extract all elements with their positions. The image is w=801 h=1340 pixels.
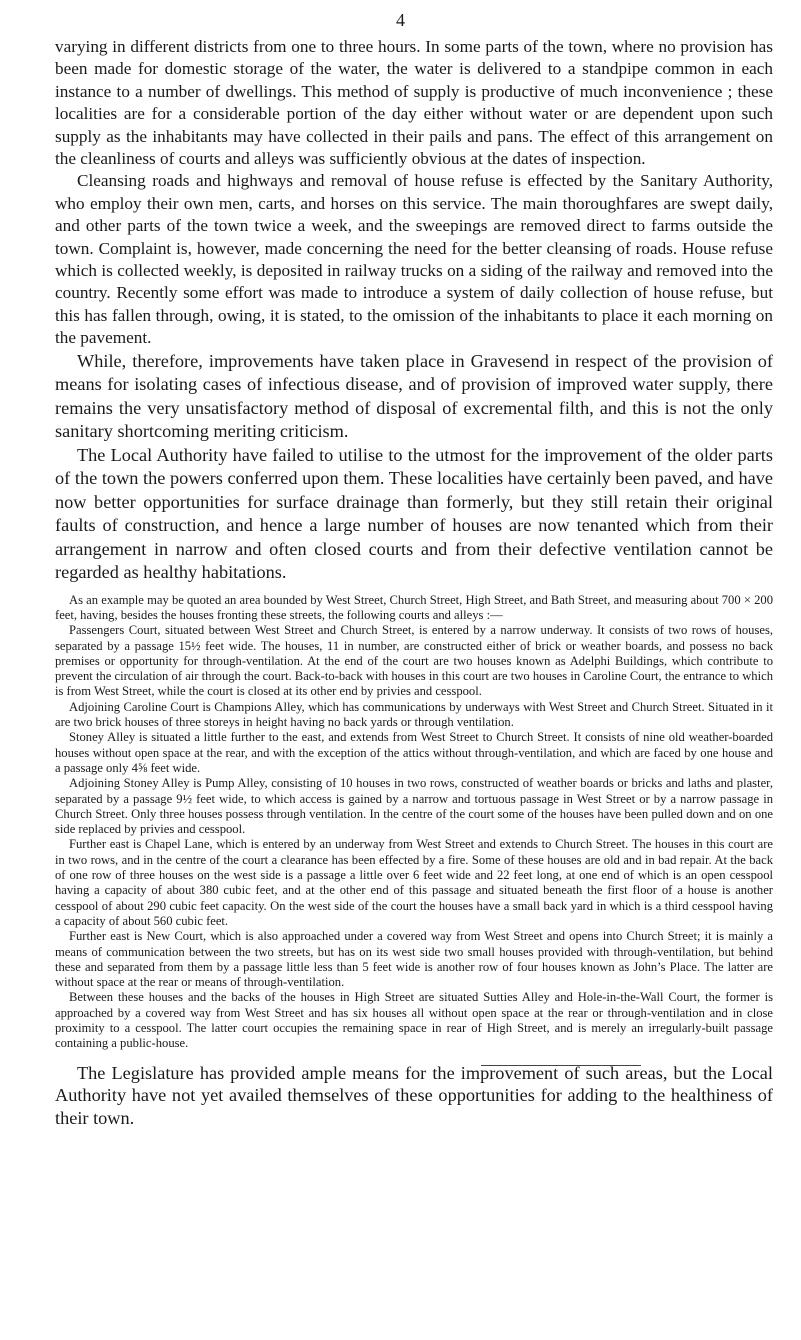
paragraph-legislature: The Legislature has provided ample means for the improvement of such areas, but the Local Authority have not yet availed themselves of these opportunities for adding to the healthiness of their town.: [55, 1062, 773, 1128]
small-paragraph-sutties-alley: Between these houses and the backs of the houses in High Street are situated Sutties Alley and Hole-in-the-Wall Court, the former is approached by a covered way from West Street and has six houses all without open space at the rear or through-ventilation and in close proximity to a cesspool. The latter court occupies the remaining space in rear of High Street, and is merely an irregularly-built passage containing a public-house.: [55, 990, 773, 1051]
large-text-section: [55, 350, 773, 585]
closing-section: [55, 1062, 773, 1130]
example-section: [55, 593, 773, 1052]
paragraph-cleansing: Cleansing roads and highways and removal of house refuse is effected by the Sanitary Authority, who employ their own men, carts, and horses on this service. The main thoroughfares are swept daily, and other parts of the town twice a week, and the sweepings are removed direct to farms outside the town. Complaint is, however, made concerning the need for the better cleansing of roads. House refuse which is collected weekly, is deposited in railway trucks on a siding of the railway and removed into the country. Recently some effort was made to introduce a system of daily collection of house refuse, but this has fallen through, owing, it is stated, to the omission of the inhabitants to place it each morning on the pavement.: [55, 171, 773, 348]
small-paragraph-stoney-alley: Stoney Alley is situated a little further to the east, and extends from West Street to Church Street. It consists of nine old weather-boarded houses without open space at the rear, and with the exception of the attics without through-ventilation, and which are faced by one house and a passage only 4⅝ feet wide.: [55, 730, 773, 775]
small-paragraph-passengers-court: Passengers Court, situated between West Street and Church Street, is entered by a narrow underway. It consists of two rows of houses, separated by a passage 15½ feet wide. The houses, 11 in number, are constructed either of brick or weather boards, and possess no back premises or opportunity for through-ventilation. At the end of the court are two houses known as Adelphi Buildings, which contribute to prevent the circulation of air through the court. Back-to-back with houses in this court are two houses in Caroline Court, the entrance to which is from West Street, while the court is closed at its other end by privies and cesspool.: [55, 623, 773, 699]
paragraph-improvements: While, therefore, improvements have taken place in Gravesend in respect of the provision of means for isolating cases of infectious disease, and of provision of improved water supply, there remains the very unsatisfactory method of disposal of excremental filth, and this is not the only sanitary shortcoming meriting criticism.: [55, 350, 773, 442]
small-paragraph-intro: As an example may be quoted an area bounded by West Street, Church Street, High Street, and Bath Street, and measuring about 700 × 200 feet, having, besides the houses fronting these streets, the following courts and alleys :—: [55, 592, 773, 622]
small-paragraph-champions-alley: Adjoining Caroline Court is Champions Alley, which has communications by underways with West Street and Church Street. Situated in it are two brick houses of three storeys in height having no back yards or through ventilation.: [55, 699, 773, 730]
body-text: [55, 36, 773, 1129]
small-paragraph-pump-alley: Adjoining Stoney Alley is Pump Alley, consisting of 10 houses in two rows, constructed of weather boards or bricks and laths and plaster, separated by a passage 9½ feet wide, to which access is gained by a narrow and tortuous passage in West Street or by a narrow passage in Church Street. Only three houses possess through ventilation. In the centre of the court some of the houses have been pulled down and on one side replaced by privies and cesspool.: [55, 776, 773, 837]
small-paragraph-chapel-lane: Further east is Chapel Lane, which is entered by an underway from West Street and extends to Church Street. The houses in this court are in two rows, and in the centre of the court a clearance has been effected by a fire. Some of these houses are old and in bad repair. At the back of one row of three houses on the west side is a passage a little over 6 feet wide and 22 feet long, at one end of which is an open cesspool having a capacity of about 380 cubic feet, and at the other end of this passage and situated beneath the first floor of a house is another cesspool of about 290 cubic feet capacity. On the west side of the court the houses have a small back yard in which is a third cesspool having a capacity of about 560 cubic feet.: [55, 837, 773, 928]
paragraph-local-authority: The Local Authority have failed to utilise to the utmost for the improvement of the older parts of the town the powers conferred upon them. These localities have certainly been paved, and have now better opportunities for surface drainage than formerly, but they still retain their original faults of construction, and hence a large number of houses are now tenanted which from their arrangement in narrow and often closed courts and from their defective ventilation cannot be regarded as healthy habitations.: [55, 444, 773, 583]
page-number: 4: [396, 10, 405, 30]
paragraph-water-supply: varying in different districts from one to three hours. In some parts of the town, where no provision has been made for domestic storage of the water, the water is delivered to a standpipe common in each instance to a number of dwellings. This method of supply is productive of much inconvenience ; these localities are for a considerable portion of the day either without water or are dependent upon such supply as the inhabitants may have collected in their pails and pans. The effect of this arrangement on the cleanliness of courts and alleys was sufficiently obvious at the dates of inspection.: [55, 37, 773, 169]
horizontal-rule: [481, 1065, 641, 1066]
small-paragraph-new-court: Further east is New Court, which is also approached under a covered way from West Street and opens into Church Street; it is mainly a means of communication between the two streets, but has on its west side two small houses provided with through-ventilation, but behind these and separated from them by a passage little less than 5 feet wide is another row of four houses known as John’s Place. The latter are without space at the rear or means of through-ventilation.: [55, 929, 773, 990]
